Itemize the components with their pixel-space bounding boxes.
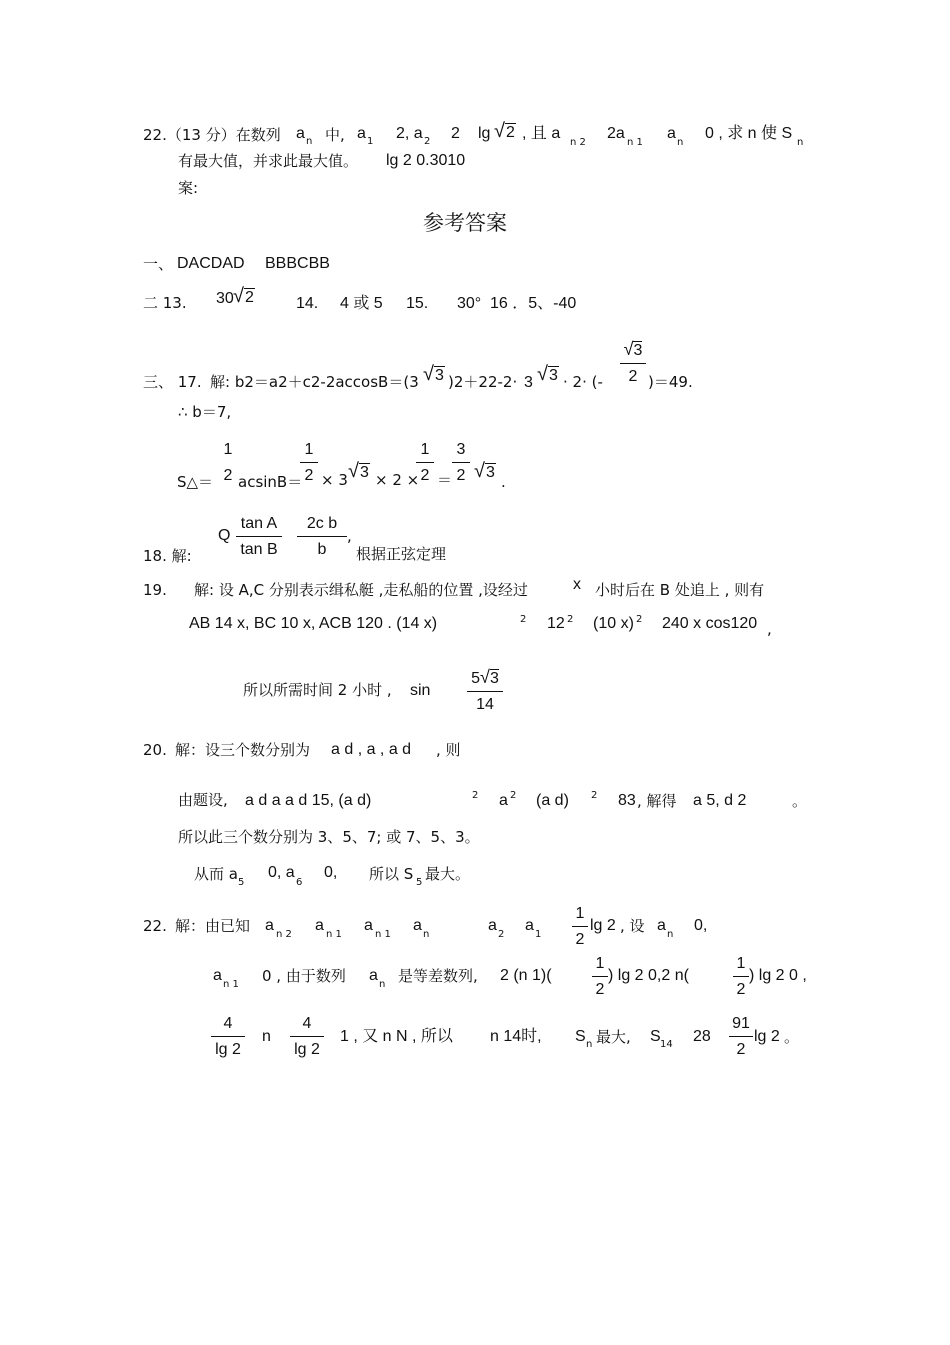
q20-exp2: 2 xyxy=(510,790,517,801)
q22a-eq1c: a xyxy=(364,917,373,934)
q22a-eq2: a xyxy=(213,967,222,984)
q22a-sub7: n xyxy=(667,929,674,940)
q22-an2-sub: n xyxy=(677,137,684,148)
q22-n2-sub: n 2 xyxy=(570,137,586,148)
s2-a13-sqrt: √2 xyxy=(233,285,254,307)
q22a-sub10: n xyxy=(586,1039,593,1050)
q17-acsinb: acsinB＝ xyxy=(238,473,303,491)
q22a-text2: 0 , 由于数列 xyxy=(262,967,346,985)
q20-eq2e: a 5, d 2 xyxy=(693,792,747,809)
q19-eq2: 12 xyxy=(547,615,565,632)
q22a-sub6: 1 xyxy=(535,929,542,940)
q20-exp3: 2 xyxy=(591,790,598,801)
q22-line2: 有最大值，并求此最大值。 xyxy=(178,152,359,170)
q18-q: Q xyxy=(218,527,231,544)
q22a-label: 22. xyxy=(143,917,167,935)
q17-frac1: 1 2 xyxy=(223,441,233,484)
q20-text4e: 最大。 xyxy=(425,865,471,883)
q22a-text3b: 最大, xyxy=(596,1028,631,1046)
q22a-eq1d: a xyxy=(413,917,422,934)
q22a-text1c: 0, xyxy=(694,917,708,934)
q22-two: 2 xyxy=(451,125,460,142)
q22a-eq3: n 14时, xyxy=(490,1028,542,1045)
q22a-frac6: 91 2 xyxy=(729,1014,753,1060)
q17-x3: × 3 xyxy=(321,471,348,489)
s2-q16: 16 ．5、-40 xyxy=(490,295,577,312)
q22-zero: 0 , 求 n 使 S xyxy=(705,125,793,142)
q22-an2: a xyxy=(667,125,676,142)
q20-eq2: a d a a d 15, (a d) xyxy=(245,792,372,809)
q22a-eq2c: 2 (n 1)( xyxy=(500,967,552,984)
q22a-eq3c: S xyxy=(650,1028,661,1045)
q20-sub6: 6 xyxy=(296,877,303,888)
q22a-n: n xyxy=(262,1028,271,1045)
q17-dot: . xyxy=(501,473,506,491)
q22a-frac5: 4 lg 2 xyxy=(290,1014,324,1060)
q22a-text3: 1 , 又 n N , 所以 xyxy=(340,1028,453,1045)
q22-sqrt2: √2 xyxy=(494,120,515,142)
q18-text: 根据正弦定理 xyxy=(356,545,447,563)
q17-text4: )＝49. xyxy=(648,373,693,391)
q19-sin: sin xyxy=(410,682,431,699)
q19-comma: , xyxy=(767,620,772,638)
q20-text3: 所以此三个数分别为 3、5、7; 或 7、5、3。 xyxy=(178,828,480,846)
q22-2an: 2a xyxy=(607,125,625,142)
s2-q15: 15. xyxy=(406,295,429,312)
q22-an-sub: n xyxy=(306,136,313,147)
q22a-frac1: 1 2 xyxy=(572,904,588,950)
q22-a2-sub: 2 xyxy=(424,136,431,147)
q22-line3: 案: xyxy=(178,179,199,197)
q22a-frac4: 4 lg 2 xyxy=(211,1014,245,1060)
q20-eq2c: (a d) xyxy=(536,792,569,809)
q20-eq1: a d , a , a d xyxy=(331,741,412,758)
q20-text2: 由题设, xyxy=(178,791,228,809)
q22a-text1b: , 设 xyxy=(620,917,645,935)
q22a-sub9: n xyxy=(379,979,386,990)
s1-label: 一、 xyxy=(143,255,174,273)
q17-sqrt3b: √3 xyxy=(537,363,558,385)
q19-eq4: 240 x cos120 xyxy=(662,615,758,632)
q22a-eq3d: 28 xyxy=(693,1028,711,1045)
s2-a13: 30 xyxy=(216,290,234,307)
q17-frac3: 1 2 xyxy=(416,440,434,486)
q22a-eq2e: ) lg 2 0 , xyxy=(749,967,807,984)
q22-n1-sub: n 1 xyxy=(627,137,643,148)
q18-comma: , xyxy=(347,527,352,545)
q22-qie: , 且 a xyxy=(522,125,561,142)
page-title: 参考答案 xyxy=(423,211,507,235)
q22a-eq3b: S xyxy=(575,1028,586,1045)
q17-eq: ＝ xyxy=(437,471,453,489)
q22-zhong: 中, xyxy=(325,126,345,144)
q20-text2c: 。 xyxy=(792,792,808,810)
q17-sqrt3c: √3 xyxy=(348,460,369,482)
q17-frac2: 1 2 xyxy=(300,440,318,486)
q22a-text1: 解：由已知 xyxy=(175,917,251,935)
q22-an: a xyxy=(296,125,305,142)
q20-label: 20. xyxy=(143,741,167,759)
q18-frac2: 2c b b xyxy=(297,514,347,560)
s2-a15: 30° xyxy=(457,295,482,312)
q20-exp1: 2 xyxy=(472,790,479,801)
q17-three: 3 xyxy=(524,374,533,391)
q22-a1: a xyxy=(357,125,366,142)
q22a-sub11: 14 xyxy=(660,1039,673,1050)
q19-label: 19. xyxy=(143,581,167,599)
q22-sn-sub: n xyxy=(797,137,804,148)
q20-text1b: , 则 xyxy=(436,741,461,759)
q20-text1: 解：设三个数分别为 xyxy=(175,741,311,759)
q22-a1-sub: 1 xyxy=(367,136,374,147)
q22a-frac3: 1 2 xyxy=(733,954,749,1000)
q22a-eq1b: a xyxy=(315,917,324,934)
q17-frac4: 3 2 xyxy=(452,440,470,486)
q22a-eq2b: a xyxy=(369,967,378,984)
q17-text2: )2＋22-2· xyxy=(448,373,518,391)
q20-text4c: 0, xyxy=(324,864,338,881)
q20-text4d: 所以 S xyxy=(369,865,414,883)
q20-text4b: 0, a xyxy=(268,864,295,881)
q17-text1: 解: b2＝a2＋c2-2accosB＝(3 xyxy=(210,373,419,391)
q22-lg2val: lg 2 0.3010 xyxy=(386,152,466,169)
q22a-eq1f: a xyxy=(525,917,534,934)
q22a-sub4: n xyxy=(423,929,430,940)
q19-frac: 5√3 14 xyxy=(467,667,503,715)
q17-text3: · 2· (- xyxy=(563,373,603,391)
s1-answers1: DACDAD xyxy=(177,255,245,272)
q18-label: 18. 解: xyxy=(143,547,192,565)
q22-lg: lg xyxy=(478,125,491,142)
q22a-text3c: 。 xyxy=(784,1028,800,1046)
q22-a2: 2, a xyxy=(396,125,423,142)
q22a-sub5: 2 xyxy=(498,929,505,940)
q22a-eq1g: a xyxy=(657,917,666,934)
q19-exp2: 2 xyxy=(567,614,574,625)
q22a-eq1e: a xyxy=(488,917,497,934)
q22a-eq2d: ) lg 2 0,2 n( xyxy=(608,967,689,984)
q20-text4a: 从而 a xyxy=(194,865,238,883)
q18-frac1: tan A tan B xyxy=(236,514,282,560)
q20-sub5: 5 xyxy=(238,877,245,888)
q22a-sub3: n 1 xyxy=(375,929,391,940)
q17-therefore: ∴ b＝7, xyxy=(178,403,232,421)
q22a-eq1: a xyxy=(265,917,274,934)
s2-label: 二 13. xyxy=(143,294,187,312)
q17-x2: × 2 × xyxy=(375,471,420,489)
q22a-sub2: n 1 xyxy=(326,929,342,940)
q22a-frac2: 1 2 xyxy=(592,954,608,1000)
q19-text3: 所以所需时间 2 小时 , xyxy=(243,681,392,699)
q22a-lg2: lg 2 xyxy=(590,917,616,934)
q22a-text2b: 是等差数列, xyxy=(398,967,478,985)
q20-sub5b: 5 xyxy=(416,877,423,888)
q19-x: x xyxy=(573,576,581,593)
q19-exp1: 2 xyxy=(520,614,527,625)
q19-eq3: (10 x) xyxy=(593,615,634,632)
q22a-lg2b: lg 2 xyxy=(754,1028,780,1045)
q19-text1: 解: 设 A,C 分别表示缉私艇 ,走私船的位置 ,设经过 xyxy=(194,581,528,599)
q17-label: 三、 17. xyxy=(143,373,202,391)
s2-a14: 4 或 5 xyxy=(340,295,383,312)
q22a-sub1: n 2 xyxy=(276,929,292,940)
q19-exp3: 2 xyxy=(636,614,643,625)
q19-text2: 小时后在 B 处追上 , 则有 xyxy=(595,581,765,599)
q22-head: 22.（13 分）在数列 xyxy=(143,126,281,144)
q20-eq2b: a xyxy=(499,792,508,809)
s1-answers2: BBBCBB xyxy=(265,255,330,272)
q17-sqrt3d: √3 xyxy=(474,460,495,482)
q19-eq1: AB 14 x, BC 10 x, ACB 120 . (14 x) xyxy=(189,615,438,632)
q17-fraction: √3 2 xyxy=(620,339,646,387)
q20-text2b: , 解得 xyxy=(637,792,677,810)
q17-s-label: S△＝ xyxy=(177,473,214,491)
q17-sqrt3a: √3 xyxy=(423,363,444,385)
s2-q14: 14. xyxy=(296,295,319,312)
q20-eq2d: 83 xyxy=(618,792,636,809)
q22a-sub8: n 1 xyxy=(223,979,239,990)
